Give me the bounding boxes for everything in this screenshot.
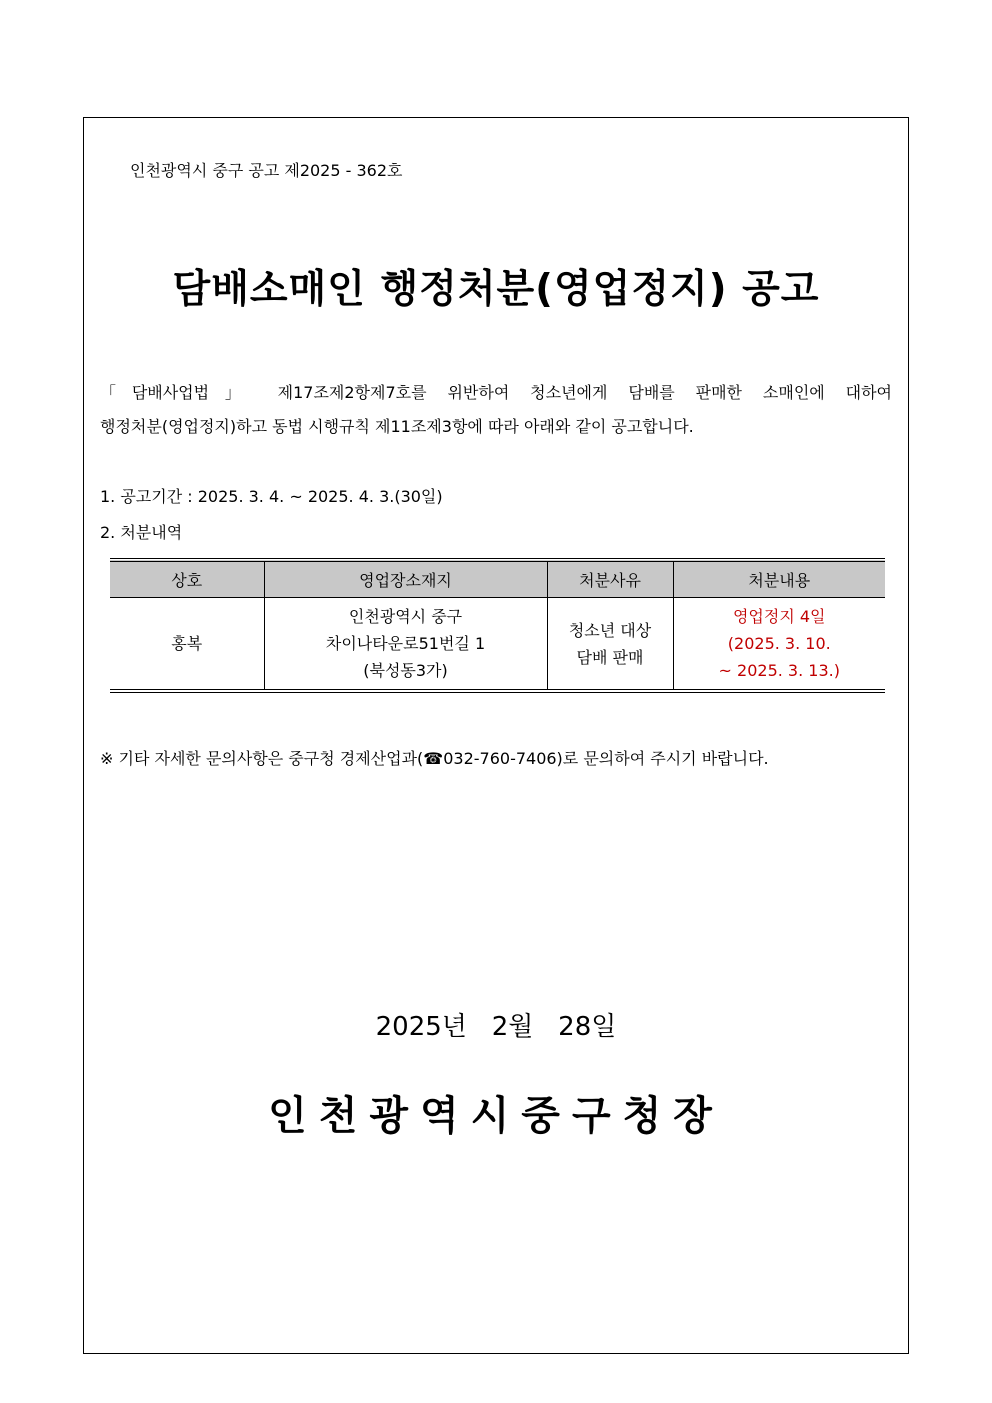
cell-disposition	[673, 598, 885, 692]
document-title: 담배소매인 행정처분(영업정지) 공고	[172, 267, 820, 312]
disposition-line-1: 영업정지 4일	[732, 607, 826, 626]
notice-number: 인천광역시 중구 공고 제2025 - 362호	[130, 161, 403, 180]
reason-line-2: 담배 판매	[576, 647, 644, 667]
business-name: 홍복	[171, 634, 203, 653]
header-reason: 처분사유	[547, 560, 673, 598]
disposition-table	[110, 558, 885, 693]
intro-line-2: 행정처분(영업정지)하고 동법 시행규칙 제11조제3항에 따라 아래와 같이 공고합니다.	[100, 417, 694, 436]
cell-address	[264, 598, 547, 692]
header-business-name: 상호	[110, 560, 264, 598]
address-line-3: (북성동3가)	[363, 661, 448, 680]
contact-note: ※ 기타 자세한 문의사항은 중구청 경제산업과(☎032-760-7406)로 문의하여 주시기 바랍니다.	[100, 749, 769, 768]
intro-paragraph	[100, 376, 892, 444]
disposition-line-3: ~ 2025. 3. 13.)	[718, 661, 840, 680]
cell-reason	[547, 598, 673, 692]
cell-business-name	[110, 598, 264, 692]
header-address: 영업장소재지	[264, 560, 547, 598]
address-line-1: 인천광역시 중구	[348, 607, 463, 626]
table-row	[110, 598, 885, 692]
table-header-row	[110, 560, 885, 598]
notice-period: 1. 공고기간 : 2025. 3. 4. ~ 2025. 4. 3.(30일)	[100, 487, 443, 506]
issuer-name: 인천광역시중구청장	[268, 1093, 724, 1139]
disposition-details-heading: 2. 처분내역	[100, 523, 183, 542]
issue-date: 2025년 2월 28일	[375, 1012, 617, 1042]
address-line-2: 차이나타운로51번길 1	[325, 634, 486, 653]
disposition-line-2: (2025. 3. 10.	[727, 634, 831, 653]
disposition-table-wrapper	[110, 558, 885, 693]
reason-line-1: 청소년 대상	[568, 620, 652, 640]
intro-line-1: 「담배사업법」 제17조제2항제7호를 위반하여 청소년에게 담배를 판매한 소매인에 대하여	[100, 383, 892, 402]
header-disposition: 처분내용	[673, 560, 885, 598]
